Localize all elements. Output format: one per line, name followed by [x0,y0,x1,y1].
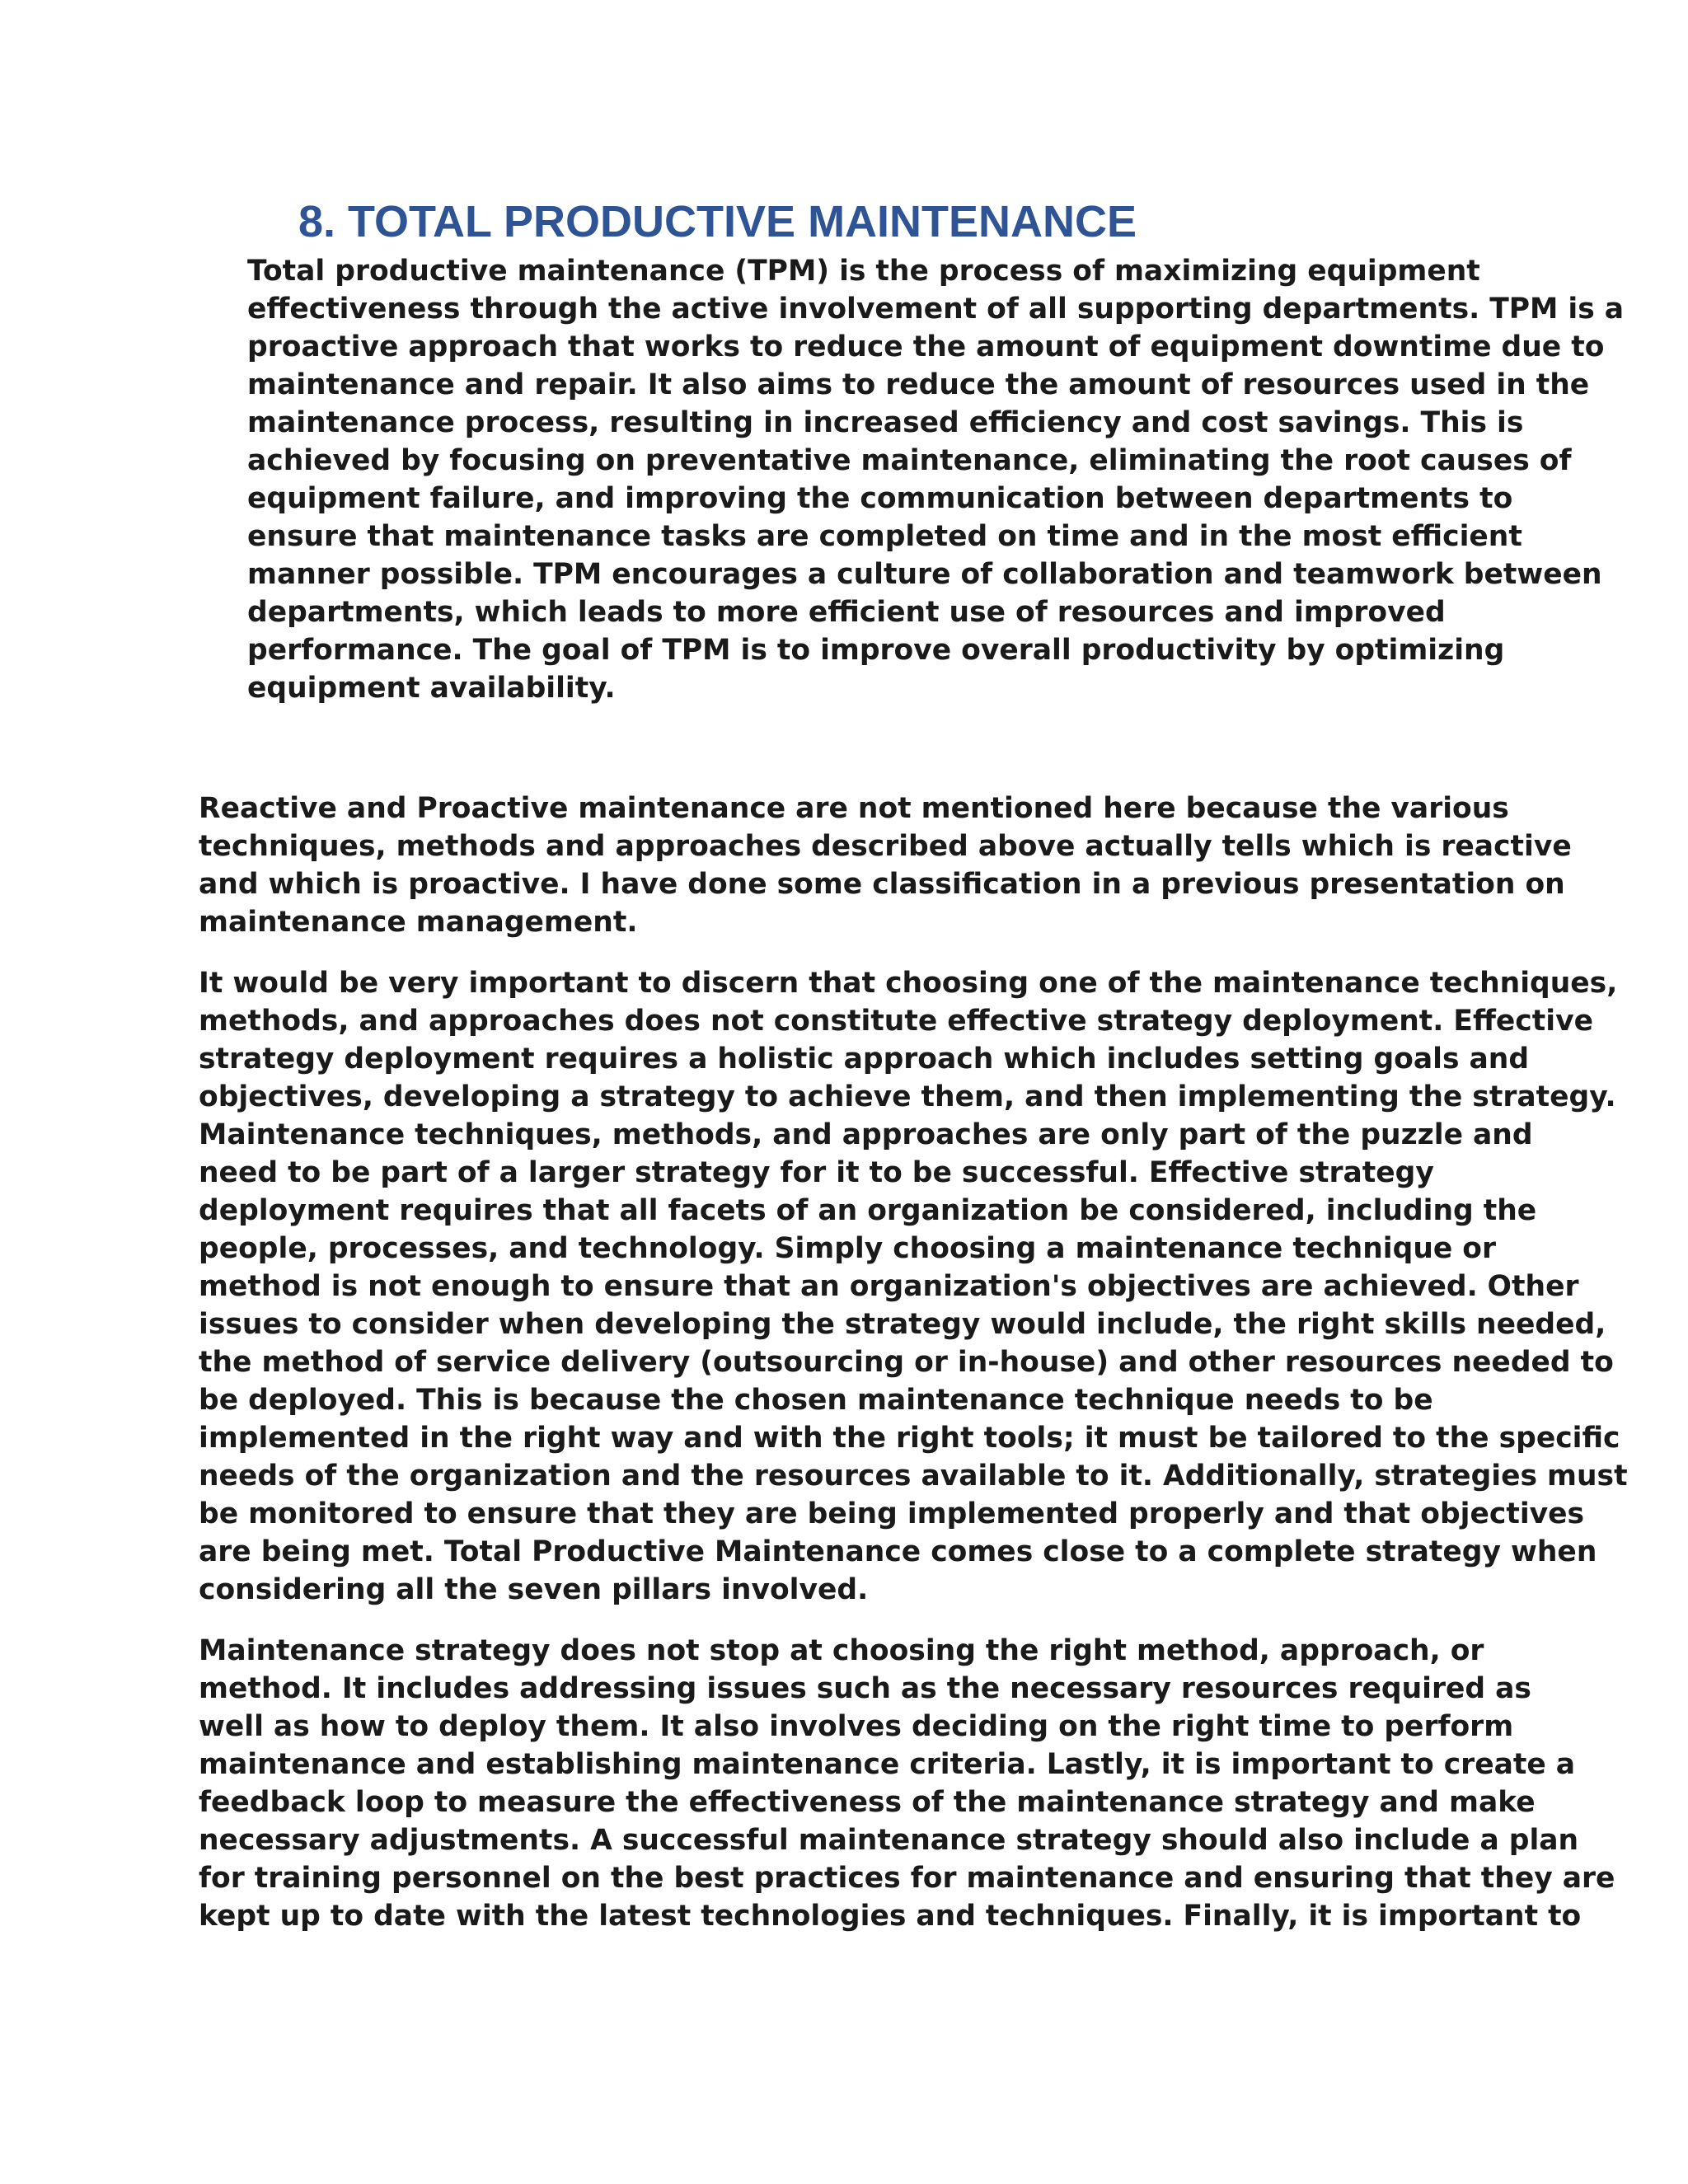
intro-line: performance. The goal of TPM is to improve overall productivity by optimizing [247,634,1505,667]
paragraph-line: kept up to date with the latest technologies and techniques. Finally, it is important to [199,1900,1582,1933]
intro-line: equipment failure, and improving the communication between departments to [247,482,1513,515]
paragraph-line: Reactive and Proactive maintenance are not mentioned here because the various [199,792,1509,825]
paragraph-line: maintenance and establishing maintenance criteria. Lastly, it is important to create a [199,1748,1576,1781]
paragraph-line: Maintenance techniques, methods, and approaches are only part of the puzzle and [199,1118,1533,1151]
paragraph-line: maintenance management. [199,906,638,939]
paragraph-line: need to be part of a larger strategy for it to be successful. Effective strategy [199,1156,1434,1189]
tpm-intro-paragraph [247,252,1625,707]
paragraph-line: the method of service delivery (outsourcing or in-house) and other resources needed to [199,1346,1614,1379]
paragraph-line: well as how to deploy them. It also involves deciding on the right time to perform [199,1710,1514,1743]
paragraph-line: considering all the seven pillars involved. [199,1573,869,1606]
intro-line: maintenance and repair. It also aims to reduce the amount of resources used in the [247,368,1590,401]
section-heading: 8. TOTAL PRODUCTIVE MAINTENANCE [298,197,1137,246]
paragraph-line: It would be very important to discern that choosing one of the maintenance techniques, [199,967,1618,1000]
paragraph-line: issues to consider when developing the strategy would include, the right skills needed, [199,1308,1606,1341]
paragraph-line: and which is proactive. I have done some classification in a previous presentation on [199,868,1565,901]
paragraph-line: for training personnel on the best practices for maintenance and ensuring that they are [199,1862,1615,1895]
paragraph-line: deployment requires that all facets of an organization be considered, including the [199,1194,1537,1227]
intro-line: equipment availability. [247,672,616,705]
intro-line: maintenance process, resulting in increased efficiency and cost savings. This is [247,406,1524,439]
intro-line: proactive approach that works to reduce the amount of equipment downtime due to [247,330,1605,363]
intro-paragraph-text [247,252,1625,707]
paragraph-line: methods, and approaches does not constitute effective strategy deployment. Effective [199,1005,1593,1038]
paragraph-line: are being met. Total Productive Maintenance comes close to a complete strategy when [199,1535,1597,1568]
paragraph-line: be deployed. This is because the chosen maintenance technique needs to be [199,1384,1433,1417]
intro-line: manner possible. TPM encourages a culture of collaboration and teamwork between [247,558,1602,591]
paragraph-line: implemented in the right way and with the right tools; it must be tailored to the specific [199,1422,1620,1455]
paragraph-line: feedback loop to measure the effectiveness of the maintenance strategy and make [199,1786,1536,1819]
paragraph-line: techniques, methods and approaches described above actually tells which is reactive [199,830,1572,863]
paragraph-line: necessary adjustments. A successful maintenance strategy should also include a plan [199,1824,1579,1857]
paragraph-line: strategy deployment requires a holistic approach which includes setting goals and [199,1043,1530,1076]
body-paragraph [199,964,1628,1609]
intro-line: effectiveness through the active involvement of all supporting departments. TPM is a [247,293,1625,326]
paragraph-line: needs of the organization and the resources available to it. Additionally, strategies must [199,1460,1628,1493]
intro-line: Total productive maintenance (TPM) is the process of maximizing equipment [247,255,1480,288]
body-paragraph [199,790,1572,941]
paragraph-line: Maintenance strategy does not stop at choosing the right method, approach, or [199,1634,1484,1667]
intro-line: achieved by focusing on preventative maintenance, eliminating the root causes of [247,444,1572,477]
paragraph-line: be monitored to ensure that they are being implemented properly and that objectives [199,1497,1585,1530]
paragraph-line: method is not enough to ensure that an organization's objectives are achieved. Other [199,1270,1579,1303]
intro-line: ensure that maintenance tasks are completed on time and in the most efficient [247,520,1522,553]
body-paragraphs [199,790,1628,1958]
intro-line: departments, which leads to more efficient use of resources and improved [247,596,1446,629]
paragraph-line: method. It includes addressing issues such as the necessary resources required as [199,1672,1531,1705]
body-paragraph [199,1632,1615,1935]
paragraph-line: people, processes, and technology. Simply choosing a maintenance technique or [199,1232,1497,1265]
paragraph-line: objectives, developing a strategy to achieve them, and then implementing the strategy. [199,1080,1616,1113]
